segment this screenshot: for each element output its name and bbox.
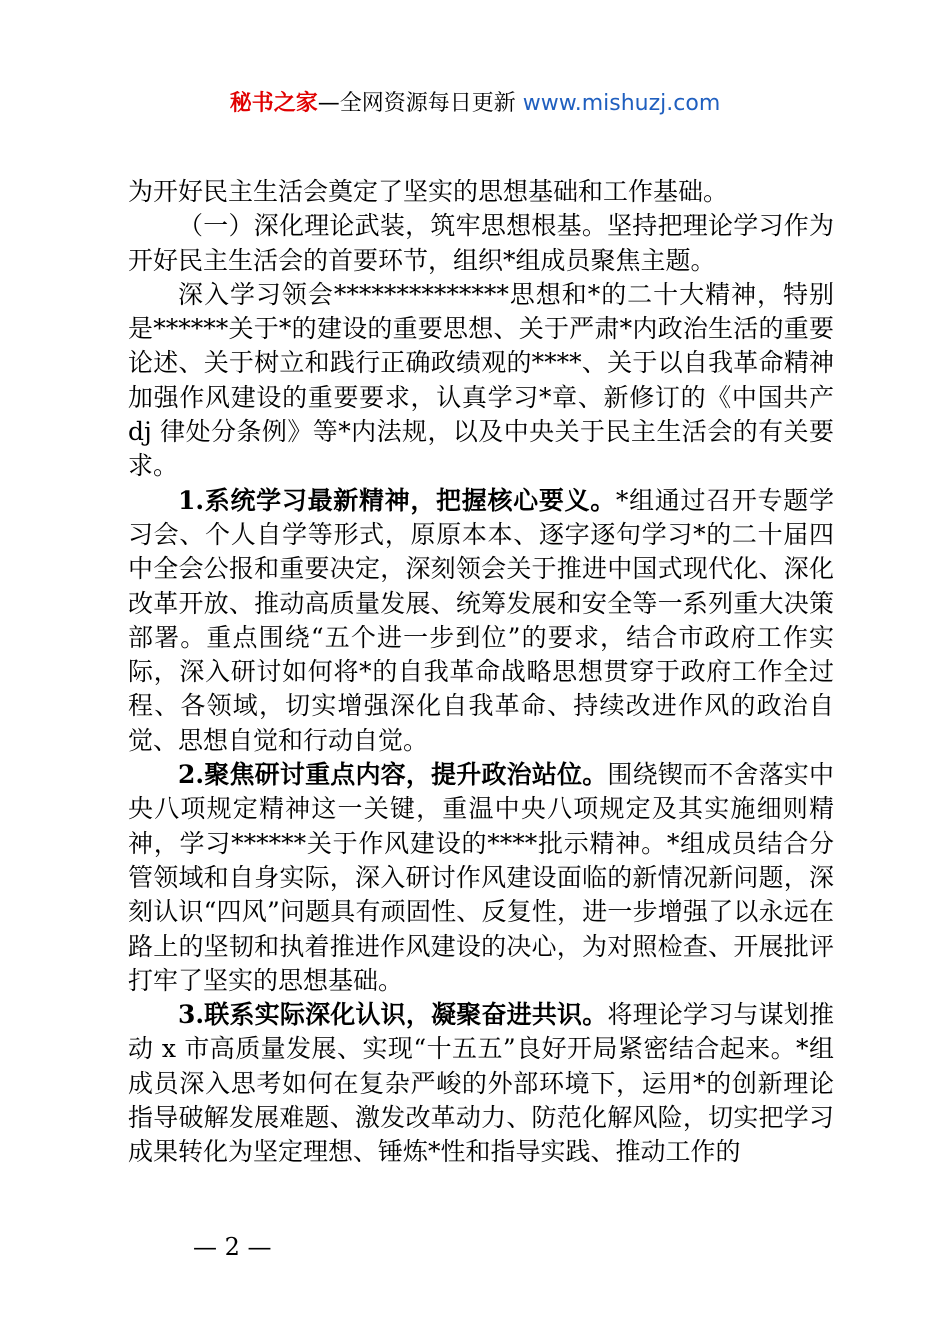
site-url[interactable]: www.mishuzj.com [522, 91, 721, 116]
numbered-paragraph-3 [128, 998, 834, 1169]
paragraph-text: 围绕锲而不舍落实中央八项规定精神这一关键，重温中央八项规定及其实施细则精神，学习******关于作风建设的****批示精神。*组成员结合分管领域和自身实际，深入研讨作风建设面临的新情况新问题，深刻认识“四风”问题具有顽固性、反复性，进一步增强了以永远在路上的坚韧和执着推进作风建设的决心，为对照检查、开展批评打牢了坚实的思想基础。 [128, 760, 834, 995]
paragraph-text: （一）深化理论武装，筑牢思想根基。坚持把理论学习作为开好民主生活会的首要环节，组织*组成员聚焦主题。 [128, 211, 834, 275]
paragraph-text: 将理论学习与谋划推动 x 市高质量发展、实现“十五五”良好开局紧密结合起来。*组成员深入思考如何在复杂严峻的外部环境下，运用*的创新理论指导破解发展难题、激发改革动力、防范化解风险，切实把学习成果转化为坚定理想、锤炼*性和指导实践、推动工作的 [128, 1000, 834, 1167]
document-body [128, 175, 834, 1170]
paragraph-lead: 2.聚焦研讨重点内容，提升政治站位。 [178, 760, 608, 790]
paragraph-lead: 1.系统学习最新精神，把握核心要义。 [178, 485, 616, 515]
paragraph-continuation [128, 175, 834, 209]
numbered-paragraph-2 [128, 758, 834, 998]
paragraph-text: 为开好民主生活会奠定了坚实的思想基础和工作基础。 [128, 177, 729, 206]
numbered-paragraph-1 [128, 484, 834, 758]
paragraph [128, 278, 834, 484]
site-header [0, 88, 950, 120]
site-tagline: —全网资源每日更新 [317, 91, 523, 116]
site-brand: 秘书之家 [229, 91, 318, 116]
section-heading-paragraph [128, 209, 834, 278]
paragraph-text: *组通过召开专题学习会、个人自学等形式，原原本本、逐字逐句学习*的二十届四中全会公报和重要决定，深刻领会关于推进中国式现代化、深化改革开放、推动高质量发展、统筹发展和安全等一系列重大决策部署。重点围绕“五个进一步到位”的要求，结合市政府工作实际，深入研讨如何将*的自我革命战略思想贯穿于政府工作全过程、各领域，切实增强深化自我革命、持续改进作风的政治自觉、思想自觉和行动自觉。 [128, 485, 834, 755]
paragraph-lead: 3.联系实际深化认识，凝聚奋进共识。 [178, 1000, 608, 1030]
page-number: — 2 — [193, 1233, 272, 1261]
paragraph-text: 深入学习领会**************思想和*的二十大精神，特别是******关于*的建设的重要思想、关于严肃*内政治生活的重要论述、关于树立和践行正确政绩观的****、关于以自我革命精神加强作风建设的重要要求，认真学习*章、新修订的《中国共产 dj 律处分条例》等*内法规，以及中央关于民主生活会的有关要求。 [128, 279, 834, 481]
